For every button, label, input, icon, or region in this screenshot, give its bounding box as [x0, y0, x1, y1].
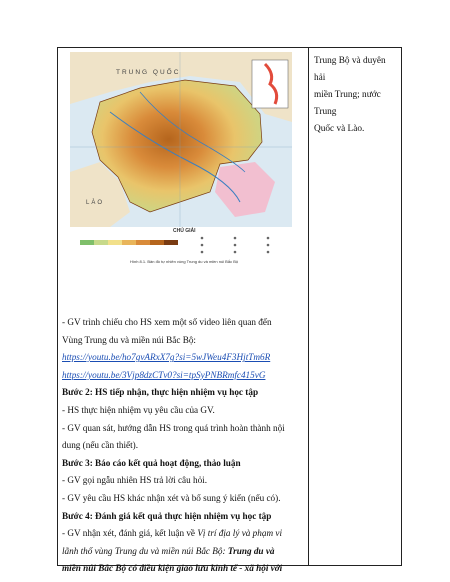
product-cell	[309, 48, 401, 565]
text-line: - GV quan sát, hướng dẫn HS trong quá trình hoàn thành nội	[62, 422, 285, 433]
figure-caption: Hình 8.1. Bản đồ tự nhiên vùng Trung du và miền núi Bắc Bộ	[130, 259, 239, 264]
step2-heading: Bước 2: HS tiếp nhận, thực hiện nhiệm vụ học tập	[62, 387, 259, 398]
video-link-2[interactable]: https://youtu.be/3Vjp8dzCTv0?si=tpSyPNBRmfc415vG	[62, 369, 266, 380]
activity-text	[62, 314, 304, 578]
step4-heading: Bước 4: Đánh giá kết quả thực hiện nhiệm vụ học tập	[62, 510, 272, 521]
map-label-china: TRUNG QUỐC	[116, 69, 181, 76]
text-line: - GV gọi ngẫu nhiên HS trả lời câu hỏi.	[62, 475, 208, 486]
activity-cell	[58, 48, 308, 574]
text-italic: Vị trí địa lý và phạm vi	[197, 528, 283, 539]
text-line: miền núi Bắc Bộ có điều kiện giao lưu kinh tế - xã hội với	[62, 563, 283, 574]
text-line: - GV yêu cầu HS khác nhận xét và bổ sung ý kiến (nếu có).	[62, 492, 281, 503]
product-text-line: miền Trung; nước Trung	[314, 90, 381, 117]
product-text-line: Trung Bộ và duyên hải	[314, 56, 386, 83]
map-image	[70, 52, 292, 268]
product-text-line: Quốc và Lào.	[314, 124, 365, 134]
map-legend-title: CHÚ GIẢI	[173, 228, 196, 234]
lesson-table	[57, 47, 402, 574]
text-bold-italic: Trung du và	[227, 545, 275, 556]
text-italic: lãnh thổ vùng Trung du và miền núi Bắc Bộ:	[62, 545, 228, 556]
text-line: Vùng Trung du và miền núi Bắc Bộ:	[62, 334, 196, 345]
physical-map-figure	[70, 52, 292, 268]
text-line: - HS thực hiện nhiệm vụ yêu cầu của GV.	[62, 404, 215, 415]
step3-heading: Bước 3: Báo cáo kết quả hoạt động, thảo luận	[62, 457, 241, 468]
text-plain: - GV nhận xét, đánh giá, kết luận về	[62, 528, 198, 539]
text-line: - GV trình chiếu cho HS xem một số video liên quan đến	[62, 317, 272, 327]
text-line	[62, 525, 304, 543]
map-label-laos: LÀO	[86, 200, 105, 206]
text-line	[62, 543, 304, 561]
video-link-1[interactable]: https://youtu.be/ho7gvARxX7g?si=5wJWeu4F3HjtTm6R	[62, 352, 271, 363]
text-line: dung (nếu cần thiết).	[62, 440, 139, 451]
